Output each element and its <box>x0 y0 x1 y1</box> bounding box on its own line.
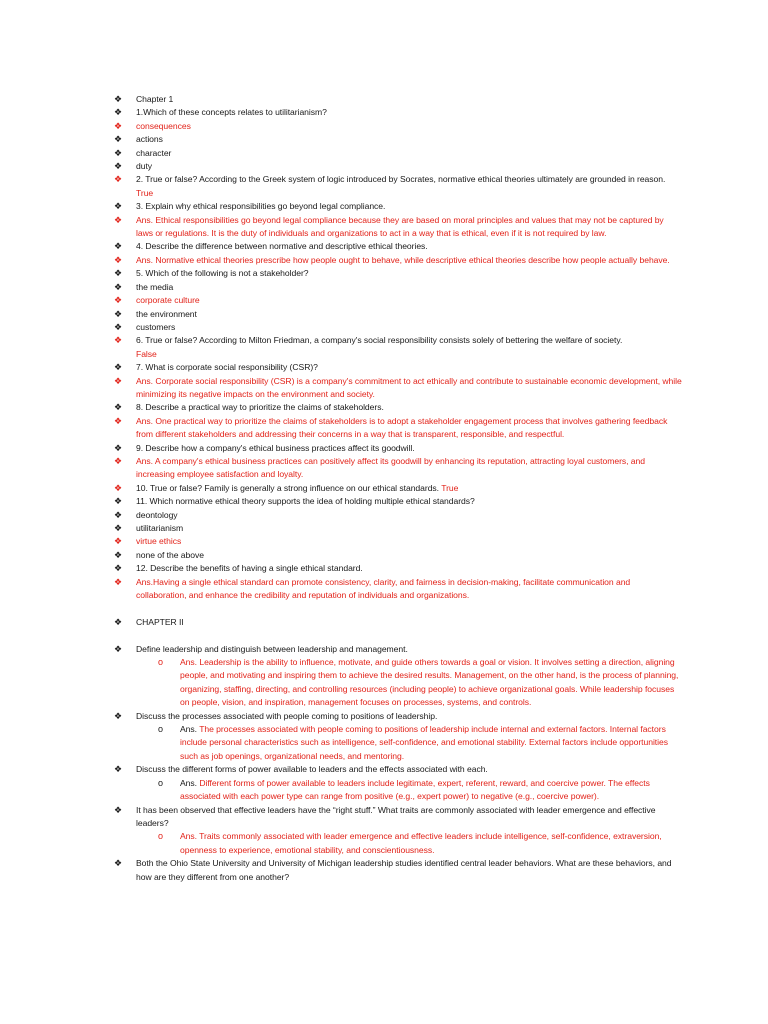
diamond-bullet-icon: ❖ <box>114 214 123 225</box>
item-text: the environment <box>136 308 197 319</box>
item-text: CHAPTER II <box>136 616 184 627</box>
answer-text: Ans. Leadership is the ability to influence, motivate, and guide others towards a goal or vision. It involves setting a direction, aligning people, and motivating and inspiring them to achieve the desired results. Management, on the other hand, is the process of planning, organizing, staffing, directing, and controlling resources (including people) to achieve organizational goals. While leadership focuses on people, vision, and inspiration, management focuses on processes, systems, and controls. <box>180 657 679 708</box>
diamond-bullet-icon: ❖ <box>114 335 123 346</box>
list-item <box>114 294 682 307</box>
item-text: Ans. One practical way to prioritize the claims of stakeholders is to adopt a stakeholder engagement process that involves gathering feedback from different stakeholders and addressing their concerns in a way that is transparent, responsible, and respectful. <box>136 415 668 440</box>
circle-bullet-icon: o <box>158 657 163 668</box>
answer-text: The processes associated with people coming to positions of leadership include internal and external factors. Internal factors include personal characteristics such as intelligence, self-confidence, and emotional stability. External factors include opportunities such as job openings, organizational needs, and mentoring. <box>180 724 668 761</box>
item-text: duty <box>136 161 153 172</box>
list-item <box>114 375 682 402</box>
sub-list-item <box>114 830 682 857</box>
item-text: actions <box>136 134 163 145</box>
list-item <box>114 160 682 173</box>
item-text: 10. True or false? Family is generally a strong influence on our ethical standards. <box>136 482 440 493</box>
list-item <box>114 442 682 455</box>
answer-text: Different forms of power available to leaders include legitimate, expert, referent, reward, and coercive power. The effects associated with each power type can range from positive (e.g., expert power) to negative (e.g., coercive power). <box>180 777 650 802</box>
item-text: 5. Which of the following is not a stakeholder? <box>136 268 309 279</box>
list-item <box>114 133 682 146</box>
diamond-bullet-icon: ❖ <box>114 161 123 172</box>
item-text: Discuss the processes associated with people coming to positions of leadership. <box>136 710 438 721</box>
list-item <box>114 857 682 884</box>
list-item <box>114 763 682 776</box>
item-text: none of the above <box>136 549 204 560</box>
item-text: Ans. Ethical responsibilities go beyond legal compliance because they are based on moral principles and values that may not be captured by laws or regulations. It is the duty of individuals and organizations to act in a way that is ethical, even if it is not required by law. <box>136 214 664 239</box>
list-item <box>114 93 682 106</box>
diamond-bullet-icon: ❖ <box>114 643 123 654</box>
diamond-bullet-icon: ❖ <box>114 455 123 466</box>
list-item <box>114 240 682 253</box>
list-item <box>114 710 682 723</box>
diamond-bullet-icon: ❖ <box>114 254 123 265</box>
item-text: character <box>136 147 172 158</box>
circle-bullet-icon: o <box>158 724 163 735</box>
item-text: It has been observed that effective leaders have the “right stuff.” What traits are commonly associated with leader emergence and effective leaders? <box>136 804 656 828</box>
diamond-bullet-icon: ❖ <box>114 523 123 533</box>
diamond-bullet-icon: ❖ <box>114 563 123 574</box>
item-text: 8. Describe a practical way to prioritize the claims of stakeholders. <box>136 402 384 413</box>
item-text: virtue ethics <box>136 536 182 547</box>
list-item <box>114 804 682 831</box>
list-item <box>114 616 682 629</box>
list-item <box>114 482 682 495</box>
item-text: customers <box>136 321 176 332</box>
item-text: Ans. Corporate social responsibility (CSR) is a company's commitment to act ethically and contribute to sustainable economic development, while minimizing its negative impacts on the environment and society. <box>136 375 682 399</box>
diamond-bullet-icon: ❖ <box>114 536 123 547</box>
diamond-bullet-icon: ❖ <box>114 576 123 587</box>
answer-text: True <box>136 187 154 198</box>
list-item <box>114 281 682 294</box>
item-text: the media <box>136 281 174 292</box>
item-text: Chapter 1 <box>136 94 174 104</box>
item-text: Discuss the different forms of power available to leaders and the effects associated with each. <box>136 764 488 775</box>
item-text: Both the Ohio State University and University of Michigan leadership studies identified central leader behaviors. What are these behaviors, and how are they different from one another? <box>136 858 672 882</box>
item-text: 2. True or false? According to the Greek system of logic introduced by Socrates, normative ethical theories ultimately are grounded in reason. <box>136 174 666 185</box>
diamond-bullet-icon: ❖ <box>114 482 123 493</box>
item-text: utilitarianism <box>136 523 184 533</box>
answer-prefix: Ans. <box>180 777 197 788</box>
item-text: Define leadership and distinguish between leadership and management. <box>136 643 408 654</box>
item-text: 4. Describe the difference between normative and descriptive ethical theories. <box>136 241 428 252</box>
diamond-bullet-icon: ❖ <box>114 616 123 627</box>
bullet-list <box>114 93 682 884</box>
list-item <box>114 522 682 535</box>
list-item <box>114 147 682 160</box>
list-item <box>114 106 682 119</box>
list-item <box>114 120 682 133</box>
item-text: 12. Describe the benefits of having a single ethical standard. <box>136 563 363 574</box>
answer-prefix: Ans. <box>180 724 197 735</box>
answer-text: False <box>136 348 157 359</box>
list-item <box>114 267 682 280</box>
diamond-bullet-icon: ❖ <box>114 147 123 158</box>
diamond-bullet-icon: ❖ <box>114 120 123 131</box>
list-item <box>114 361 682 374</box>
item-text: 3. Explain why ethical responsibilities go beyond legal compliance. <box>136 201 386 212</box>
list-item <box>114 254 682 267</box>
diamond-bullet-icon: ❖ <box>114 107 123 118</box>
diamond-bullet-icon: ❖ <box>114 375 123 386</box>
diamond-bullet-icon: ❖ <box>114 710 123 721</box>
sub-list-item <box>114 656 682 710</box>
list-item <box>114 214 682 241</box>
item-text: 7. What is corporate social responsibility (CSR)? <box>136 362 318 373</box>
diamond-bullet-icon: ❖ <box>114 308 123 319</box>
item-text: Ans. A company's ethical business practices can positively affect its goodwill by enhancing its reputation, attracting loyal customers, and increasing employee satisfaction and loyalty. <box>136 455 645 480</box>
list-item <box>114 401 682 414</box>
answer-text: Ans. Traits commonly associated with leader emergence and effective leaders include intelligence, self-confidence, extraversion, openness to experience, emotional stability, and conscientiousness. <box>180 831 662 855</box>
sub-list-item <box>114 777 682 804</box>
item-text: 9. Describe how a company's ethical business practices affect its goodwill. <box>136 442 415 453</box>
diamond-bullet-icon: ❖ <box>114 134 123 145</box>
diamond-bullet-icon: ❖ <box>114 362 123 373</box>
item-text: consequences <box>136 120 191 131</box>
list-item <box>114 509 682 522</box>
answer-text: True <box>441 482 459 493</box>
diamond-bullet-icon: ❖ <box>114 321 123 332</box>
item-text: corporate culture <box>136 295 200 306</box>
list-item <box>114 415 682 442</box>
item-text: Ans.Having a single ethical standard can promote consistency, clarity, and fairness in decision-making, facilitate communication and collaboration, and enhance the credibility and reputation of individuals and organizations. <box>136 576 631 601</box>
diamond-bullet-icon: ❖ <box>114 804 123 815</box>
list-item <box>114 535 682 548</box>
diamond-bullet-icon: ❖ <box>114 549 123 560</box>
diamond-bullet-icon: ❖ <box>114 268 123 279</box>
diamond-bullet-icon: ❖ <box>114 402 123 413</box>
diamond-bullet-icon: ❖ <box>114 496 123 507</box>
list-item <box>114 334 682 361</box>
diamond-bullet-icon: ❖ <box>114 415 123 426</box>
list-item <box>114 321 682 334</box>
diamond-bullet-icon: ❖ <box>114 295 123 306</box>
circle-bullet-icon: o <box>158 831 163 842</box>
diamond-bullet-icon: ❖ <box>114 442 123 453</box>
list-item <box>114 562 682 575</box>
list-item <box>114 495 682 508</box>
list-item <box>114 643 682 656</box>
sub-list-item <box>114 723 682 763</box>
item-text: deontology <box>136 509 178 520</box>
spacer <box>114 629 682 642</box>
list-item <box>114 576 682 603</box>
item-text: 1.Which of these concepts relates to utilitarianism? <box>136 107 327 118</box>
item-text: 11. Which normative ethical theory supports the idea of holding multiple ethical standards? <box>136 496 475 507</box>
diamond-bullet-icon: ❖ <box>114 281 123 292</box>
item-text: 6. True or false? According to Milton Friedman, a company's social responsibility consists solely of bettering the welfare of society. <box>136 335 623 346</box>
list-item <box>114 455 682 482</box>
item-text: Ans. Normative ethical theories prescribe how people ought to behave, while descriptive ethical theories describe how people actually behave. <box>136 254 670 265</box>
list-item <box>114 308 682 321</box>
diamond-bullet-icon: ❖ <box>114 174 123 185</box>
diamond-bullet-icon: ❖ <box>114 201 123 212</box>
spacer <box>114 602 682 615</box>
diamond-bullet-icon: ❖ <box>114 509 123 520</box>
list-item <box>114 173 682 200</box>
circle-bullet-icon: o <box>158 777 163 788</box>
diamond-bullet-icon: ❖ <box>114 858 123 869</box>
list-item <box>114 549 682 562</box>
diamond-bullet-icon: ❖ <box>114 241 123 252</box>
diamond-bullet-icon: ❖ <box>114 94 123 104</box>
list-item <box>114 200 682 213</box>
diamond-bullet-icon: ❖ <box>114 764 123 775</box>
